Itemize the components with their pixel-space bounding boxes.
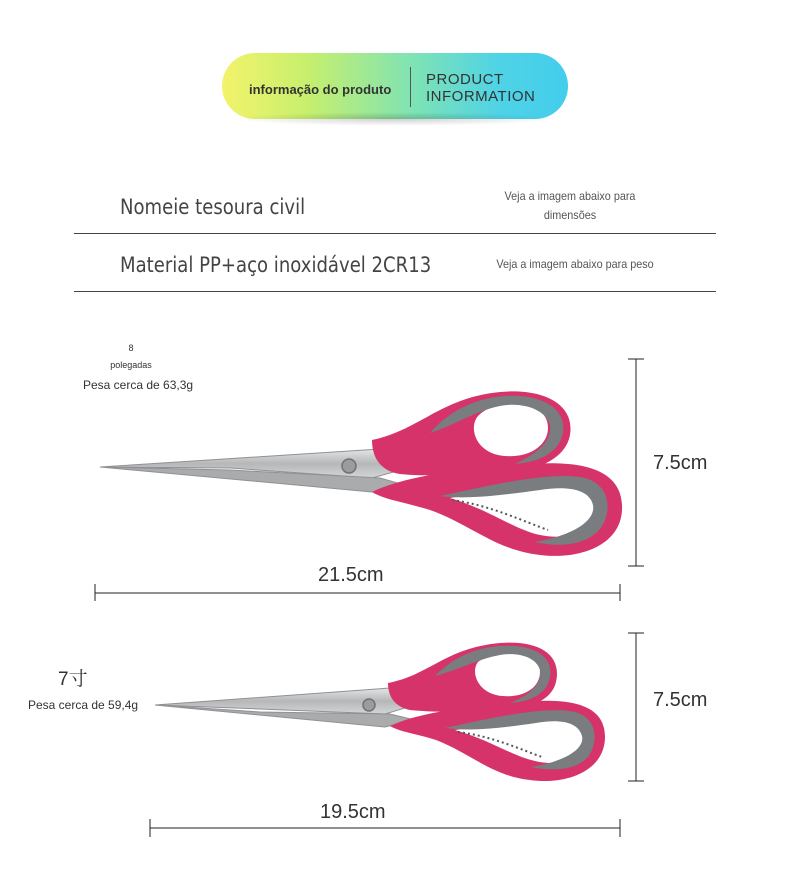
large-length-label: 21.5cm [318, 564, 384, 586]
header-right-line1: PRODUCT [426, 71, 504, 88]
small-height-dimension-line [628, 633, 644, 781]
large-scissors-image [100, 391, 622, 556]
small-length-dimension-line [150, 819, 620, 837]
large-size-unit: polegadas [110, 360, 152, 370]
large-height-dimension-line [628, 359, 644, 566]
large-length-dimension-line [95, 584, 620, 601]
row-name-title: Nomeie tesoura civil [120, 195, 306, 219]
large-size-number: 8 [128, 343, 134, 353]
row-name-note-line2: dimensões [543, 208, 597, 222]
small-height-label: 7.5cm [653, 689, 708, 711]
large-height-label: 7.5cm [653, 452, 708, 474]
large-weight: Pesa cerca de 63,3g [83, 378, 194, 392]
row-material-note: Veja a imagem abaixo para peso [496, 257, 654, 271]
small-weight: Pesa cerca de 59,4g [28, 698, 139, 712]
header-right-line2: INFORMATION [426, 88, 536, 105]
small-scissors-image [155, 643, 605, 781]
row-material-title: Material PP+aço inoxidável 2CR13 [120, 253, 432, 277]
small-length-label: 19.5cm [320, 801, 386, 823]
row-name-note-line1: Veja a imagem abaixo para [504, 189, 636, 203]
small-scissors-pivot [363, 699, 375, 711]
small-scissors-blade-top [155, 688, 415, 714]
header-left-label: informação do produto [249, 82, 392, 97]
small-size: 7寸 [58, 669, 88, 690]
large-scissors-pivot [342, 459, 356, 473]
large-scissors-handle-bottom [372, 463, 622, 556]
